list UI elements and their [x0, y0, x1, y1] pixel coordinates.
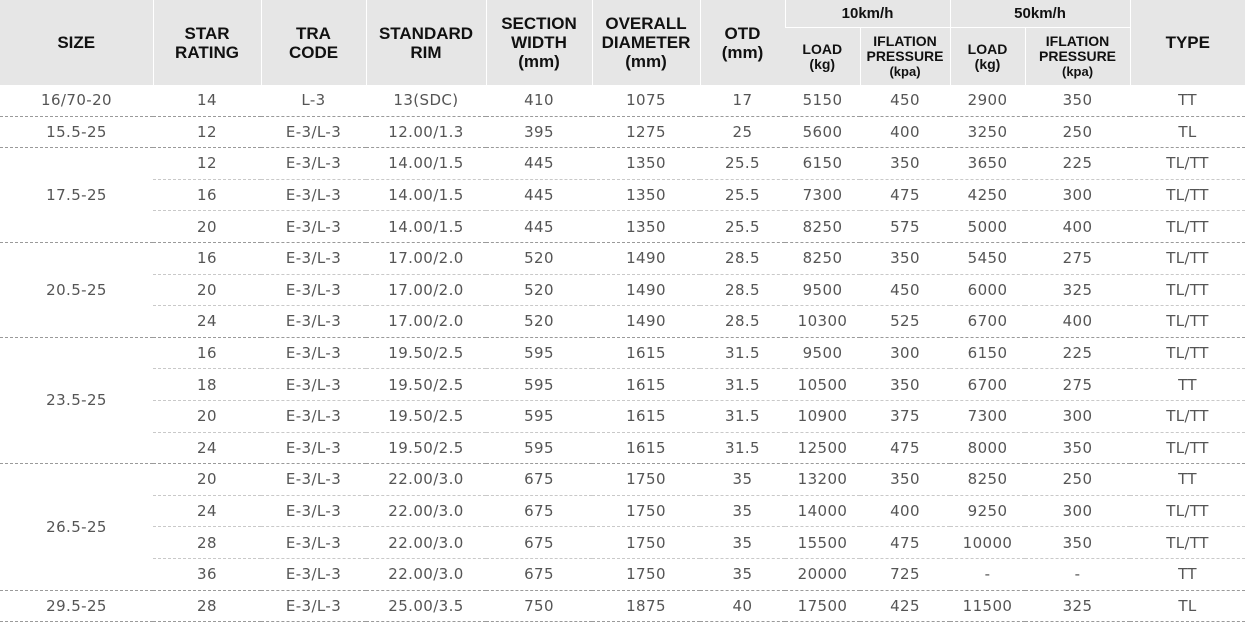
cell-load-10: 17500 — [785, 590, 860, 622]
cell-load-10: 14000 — [785, 495, 860, 527]
cell-overall-diameter: 1075 — [592, 85, 700, 116]
cell-otd: 31.5 — [700, 400, 785, 432]
cell-overall-diameter: 1750 — [592, 527, 700, 559]
header-speed-50: 50km/h — [950, 0, 1130, 28]
cell-section-width: 520 — [486, 306, 592, 338]
cell-inflation-10: 725 — [860, 558, 950, 590]
cell-star-rating: 14 — [153, 85, 261, 116]
cell-inflation-10: 350 — [860, 242, 950, 274]
cell-inflation-50: 350 — [1025, 432, 1130, 464]
cell-overall-diameter: 1350 — [592, 148, 700, 180]
cell-overall-diameter: 1750 — [592, 495, 700, 527]
cell-overall-diameter: 1350 — [592, 211, 700, 243]
table-row — [0, 432, 1245, 464]
cell-star-rating: 16 — [153, 337, 261, 369]
cell-standard-rim: 22.00/3.0 — [366, 495, 486, 527]
cell-overall-diameter: 1490 — [592, 242, 700, 274]
cell-inflation-10: 475 — [860, 432, 950, 464]
cell-inflation-50: 250 — [1025, 116, 1130, 148]
table-row — [0, 274, 1245, 306]
table-row — [0, 148, 1245, 180]
cell-load-10: 7300 — [785, 179, 860, 211]
cell-star-rating: 36 — [153, 558, 261, 590]
cell-overall-diameter: 1490 — [592, 306, 700, 338]
cell-standard-rim: 12.00/1.3 — [366, 116, 486, 148]
cell-load-50: 6700 — [950, 369, 1025, 401]
table-row — [0, 179, 1245, 211]
cell-size: 15.5-25 — [0, 116, 153, 148]
cell-section-width: 445 — [486, 211, 592, 243]
cell-inflation-10: 300 — [860, 337, 950, 369]
cell-standard-rim: 19.50/2.5 — [366, 369, 486, 401]
cell-load-10: 8250 — [785, 242, 860, 274]
cell-section-width: 675 — [486, 495, 592, 527]
cell-inflation-50: 300 — [1025, 495, 1130, 527]
cell-otd: 40 — [700, 590, 785, 622]
cell-section-width: 595 — [486, 369, 592, 401]
table-row — [0, 527, 1245, 559]
cell-otd: 25.5 — [700, 211, 785, 243]
cell-otd: 28.5 — [700, 306, 785, 338]
cell-tra-code: E-3/L-3 — [261, 400, 366, 432]
cell-section-width: 410 — [486, 85, 592, 116]
cell-tra-code: E-3/L-3 — [261, 527, 366, 559]
cell-size: 26.5-25 — [0, 464, 153, 590]
cell-star-rating: 24 — [153, 495, 261, 527]
cell-type: TL/TT — [1130, 211, 1245, 243]
cell-inflation-10: 450 — [860, 85, 950, 116]
cell-standard-rim: 14.00/1.5 — [366, 211, 486, 243]
cell-size: 17.5-25 — [0, 148, 153, 243]
cell-inflation-10: 400 — [860, 116, 950, 148]
cell-type: TL/TT — [1130, 179, 1245, 211]
cell-otd: 28.5 — [700, 242, 785, 274]
cell-type: TL/TT — [1130, 242, 1245, 274]
cell-standard-rim: 19.50/2.5 — [366, 400, 486, 432]
cell-tra-code: E-3/L-3 — [261, 116, 366, 148]
cell-overall-diameter: 1615 — [592, 369, 700, 401]
table-row — [0, 558, 1245, 590]
cell-load-10: 10300 — [785, 306, 860, 338]
cell-tra-code: E-3/L-3 — [261, 211, 366, 243]
table-row — [0, 495, 1245, 527]
cell-section-width: 595 — [486, 432, 592, 464]
cell-overall-diameter: 1615 — [592, 400, 700, 432]
cell-inflation-50: 225 — [1025, 337, 1130, 369]
cell-load-10: 10500 — [785, 369, 860, 401]
cell-standard-rim: 19.50/2.5 — [366, 337, 486, 369]
cell-overall-diameter: 1750 — [592, 464, 700, 496]
cell-inflation-50: 400 — [1025, 306, 1130, 338]
header-overall-diameter: OVERALL DIAMETER (mm) — [592, 0, 700, 85]
cell-load-50: 10000 — [950, 527, 1025, 559]
header-size: SIZE — [0, 0, 153, 85]
cell-tra-code: E-3/L-3 — [261, 148, 366, 180]
cell-star-rating: 16 — [153, 242, 261, 274]
cell-type: TL/TT — [1130, 400, 1245, 432]
cell-inflation-50: 250 — [1025, 464, 1130, 496]
cell-otd: 28.5 — [700, 274, 785, 306]
cell-inflation-10: 525 — [860, 306, 950, 338]
cell-load-50: 6150 — [950, 337, 1025, 369]
cell-load-10: 13200 — [785, 464, 860, 496]
cell-load-10: 5150 — [785, 85, 860, 116]
cell-tra-code: E-3/L-3 — [261, 590, 366, 622]
cell-load-50: 8250 — [950, 464, 1025, 496]
header-load-10: LOAD (kg) — [785, 28, 860, 86]
cell-tra-code: L-3 — [261, 85, 366, 116]
cell-inflation-10: 475 — [860, 179, 950, 211]
cell-inflation-10: 350 — [860, 464, 950, 496]
cell-inflation-50: - — [1025, 558, 1130, 590]
cell-star-rating: 20 — [153, 400, 261, 432]
cell-otd: 31.5 — [700, 432, 785, 464]
cell-tra-code: E-3/L-3 — [261, 495, 366, 527]
cell-type: TL/TT — [1130, 306, 1245, 338]
cell-tra-code: E-3/L-3 — [261, 179, 366, 211]
cell-inflation-10: 350 — [860, 369, 950, 401]
cell-star-rating: 24 — [153, 306, 261, 338]
header-standard-rim: STANDARD RIM — [366, 0, 486, 85]
cell-load-50: 7300 — [950, 400, 1025, 432]
cell-overall-diameter: 1750 — [592, 558, 700, 590]
cell-tra-code: E-3/L-3 — [261, 558, 366, 590]
cell-star-rating: 24 — [153, 432, 261, 464]
cell-load-50: 3250 — [950, 116, 1025, 148]
cell-tra-code: E-3/L-3 — [261, 274, 366, 306]
cell-section-width: 675 — [486, 527, 592, 559]
cell-load-50: 2900 — [950, 85, 1025, 116]
cell-load-50: 9250 — [950, 495, 1025, 527]
cell-load-10: 12500 — [785, 432, 860, 464]
cell-section-width: 595 — [486, 400, 592, 432]
cell-tra-code: E-3/L-3 — [261, 464, 366, 496]
cell-section-width: 445 — [486, 179, 592, 211]
header-inflation-10: IFLATION PRESSURE (kpa) — [860, 28, 950, 86]
cell-inflation-50: 275 — [1025, 369, 1130, 401]
cell-standard-rim: 19.50/2.5 — [366, 432, 486, 464]
cell-standard-rim: 22.00/3.0 — [366, 527, 486, 559]
cell-overall-diameter: 1490 — [592, 274, 700, 306]
header-tra-code: TRA CODE — [261, 0, 366, 85]
table-row — [0, 337, 1245, 369]
cell-size: 16/70-20 — [0, 85, 153, 116]
cell-standard-rim: 14.00/1.5 — [366, 179, 486, 211]
cell-section-width: 395 — [486, 116, 592, 148]
cell-section-width: 445 — [486, 148, 592, 180]
cell-standard-rim: 25.00/3.5 — [366, 590, 486, 622]
cell-star-rating: 12 — [153, 116, 261, 148]
cell-load-50: 11500 — [950, 590, 1025, 622]
header-otd: OTD (mm) — [700, 0, 785, 85]
cell-inflation-10: 350 — [860, 148, 950, 180]
cell-standard-rim: 17.00/2.0 — [366, 306, 486, 338]
table-row — [0, 464, 1245, 496]
cell-load-10: 15500 — [785, 527, 860, 559]
cell-type: TL/TT — [1130, 495, 1245, 527]
cell-overall-diameter: 1615 — [592, 432, 700, 464]
cell-load-10: 6150 — [785, 148, 860, 180]
cell-tra-code: E-3/L-3 — [261, 306, 366, 338]
cell-star-rating: 20 — [153, 464, 261, 496]
cell-otd: 25 — [700, 116, 785, 148]
cell-section-width: 595 — [486, 337, 592, 369]
cell-overall-diameter: 1875 — [592, 590, 700, 622]
cell-standard-rim: 22.00/3.0 — [366, 464, 486, 496]
cell-type: TL/TT — [1130, 148, 1245, 180]
table-row — [0, 242, 1245, 274]
cell-tra-code: E-3/L-3 — [261, 432, 366, 464]
cell-load-10: 9500 — [785, 337, 860, 369]
cell-section-width: 675 — [486, 558, 592, 590]
table-row — [0, 369, 1245, 401]
cell-load-10: 20000 — [785, 558, 860, 590]
cell-tra-code: E-3/L-3 — [261, 337, 366, 369]
cell-inflation-50: 350 — [1025, 527, 1130, 559]
cell-overall-diameter: 1275 — [592, 116, 700, 148]
cell-type: TL — [1130, 590, 1245, 622]
cell-star-rating: 12 — [153, 148, 261, 180]
cell-load-50: 8000 — [950, 432, 1025, 464]
cell-star-rating: 16 — [153, 179, 261, 211]
table-row — [0, 400, 1245, 432]
cell-inflation-50: 325 — [1025, 590, 1130, 622]
cell-otd: 35 — [700, 527, 785, 559]
cell-type: TT — [1130, 464, 1245, 496]
cell-inflation-50: 350 — [1025, 85, 1130, 116]
cell-overall-diameter: 1615 — [592, 337, 700, 369]
cell-inflation-10: 400 — [860, 495, 950, 527]
cell-inflation-50: 300 — [1025, 400, 1130, 432]
table-body — [0, 85, 1245, 622]
cell-standard-rim: 22.00/3.0 — [366, 558, 486, 590]
cell-overall-diameter: 1350 — [592, 179, 700, 211]
cell-otd: 35 — [700, 495, 785, 527]
cell-inflation-10: 375 — [860, 400, 950, 432]
cell-load-10: 10900 — [785, 400, 860, 432]
cell-section-width: 520 — [486, 242, 592, 274]
cell-size: 29.5-25 — [0, 590, 153, 622]
cell-star-rating: 28 — [153, 590, 261, 622]
cell-tra-code: E-3/L-3 — [261, 369, 366, 401]
cell-inflation-10: 450 — [860, 274, 950, 306]
cell-type: TT — [1130, 558, 1245, 590]
cell-star-rating: 18 — [153, 369, 261, 401]
cell-inflation-10: 475 — [860, 527, 950, 559]
cell-load-50: 4250 — [950, 179, 1025, 211]
cell-otd: 25.5 — [700, 179, 785, 211]
header-star-rating: STAR RATING — [153, 0, 261, 85]
cell-type: TL/TT — [1130, 527, 1245, 559]
cell-otd: 31.5 — [700, 369, 785, 401]
cell-load-50: 5450 — [950, 242, 1025, 274]
cell-type: TL/TT — [1130, 274, 1245, 306]
cell-otd: 35 — [700, 464, 785, 496]
cell-type: TL/TT — [1130, 337, 1245, 369]
cell-load-10: 5600 — [785, 116, 860, 148]
cell-standard-rim: 13(SDC) — [366, 85, 486, 116]
cell-otd: 35 — [700, 558, 785, 590]
cell-inflation-50: 225 — [1025, 148, 1130, 180]
header-section-width: SECTION WIDTH (mm) — [486, 0, 592, 85]
cell-type: TL/TT — [1130, 432, 1245, 464]
cell-otd: 25.5 — [700, 148, 785, 180]
cell-type: TL — [1130, 116, 1245, 148]
cell-load-10: 8250 — [785, 211, 860, 243]
table-row — [0, 590, 1245, 622]
cell-section-width: 520 — [486, 274, 592, 306]
cell-inflation-50: 275 — [1025, 242, 1130, 274]
cell-star-rating: 20 — [153, 274, 261, 306]
cell-size: 20.5-25 — [0, 242, 153, 337]
header-inflation-50: IFLATION PRESSURE (kpa) — [1025, 28, 1130, 86]
cell-section-width: 750 — [486, 590, 592, 622]
cell-load-10: 9500 — [785, 274, 860, 306]
cell-inflation-50: 325 — [1025, 274, 1130, 306]
cell-load-50: 6000 — [950, 274, 1025, 306]
cell-type: TT — [1130, 85, 1245, 116]
table-header — [0, 0, 1245, 85]
cell-otd: 17 — [700, 85, 785, 116]
cell-tra-code: E-3/L-3 — [261, 242, 366, 274]
table-row — [0, 85, 1245, 116]
table-row — [0, 211, 1245, 243]
cell-otd: 31.5 — [700, 337, 785, 369]
cell-standard-rim: 17.00/2.0 — [366, 242, 486, 274]
cell-type: TT — [1130, 369, 1245, 401]
cell-standard-rim: 17.00/2.0 — [366, 274, 486, 306]
table-row — [0, 116, 1245, 148]
cell-inflation-50: 300 — [1025, 179, 1130, 211]
cell-standard-rim: 14.00/1.5 — [366, 148, 486, 180]
header-speed-10: 10km/h — [785, 0, 950, 28]
cell-load-50: 6700 — [950, 306, 1025, 338]
cell-star-rating: 28 — [153, 527, 261, 559]
cell-star-rating: 20 — [153, 211, 261, 243]
cell-size: 23.5-25 — [0, 337, 153, 463]
cell-load-50: 3650 — [950, 148, 1025, 180]
cell-load-50: - — [950, 558, 1025, 590]
header-load-50: LOAD (kg) — [950, 28, 1025, 86]
cell-inflation-10: 575 — [860, 211, 950, 243]
cell-inflation-50: 400 — [1025, 211, 1130, 243]
cell-section-width: 675 — [486, 464, 592, 496]
header-type: TYPE — [1130, 0, 1245, 85]
cell-inflation-10: 425 — [860, 590, 950, 622]
cell-load-50: 5000 — [950, 211, 1025, 243]
table-row — [0, 306, 1245, 338]
